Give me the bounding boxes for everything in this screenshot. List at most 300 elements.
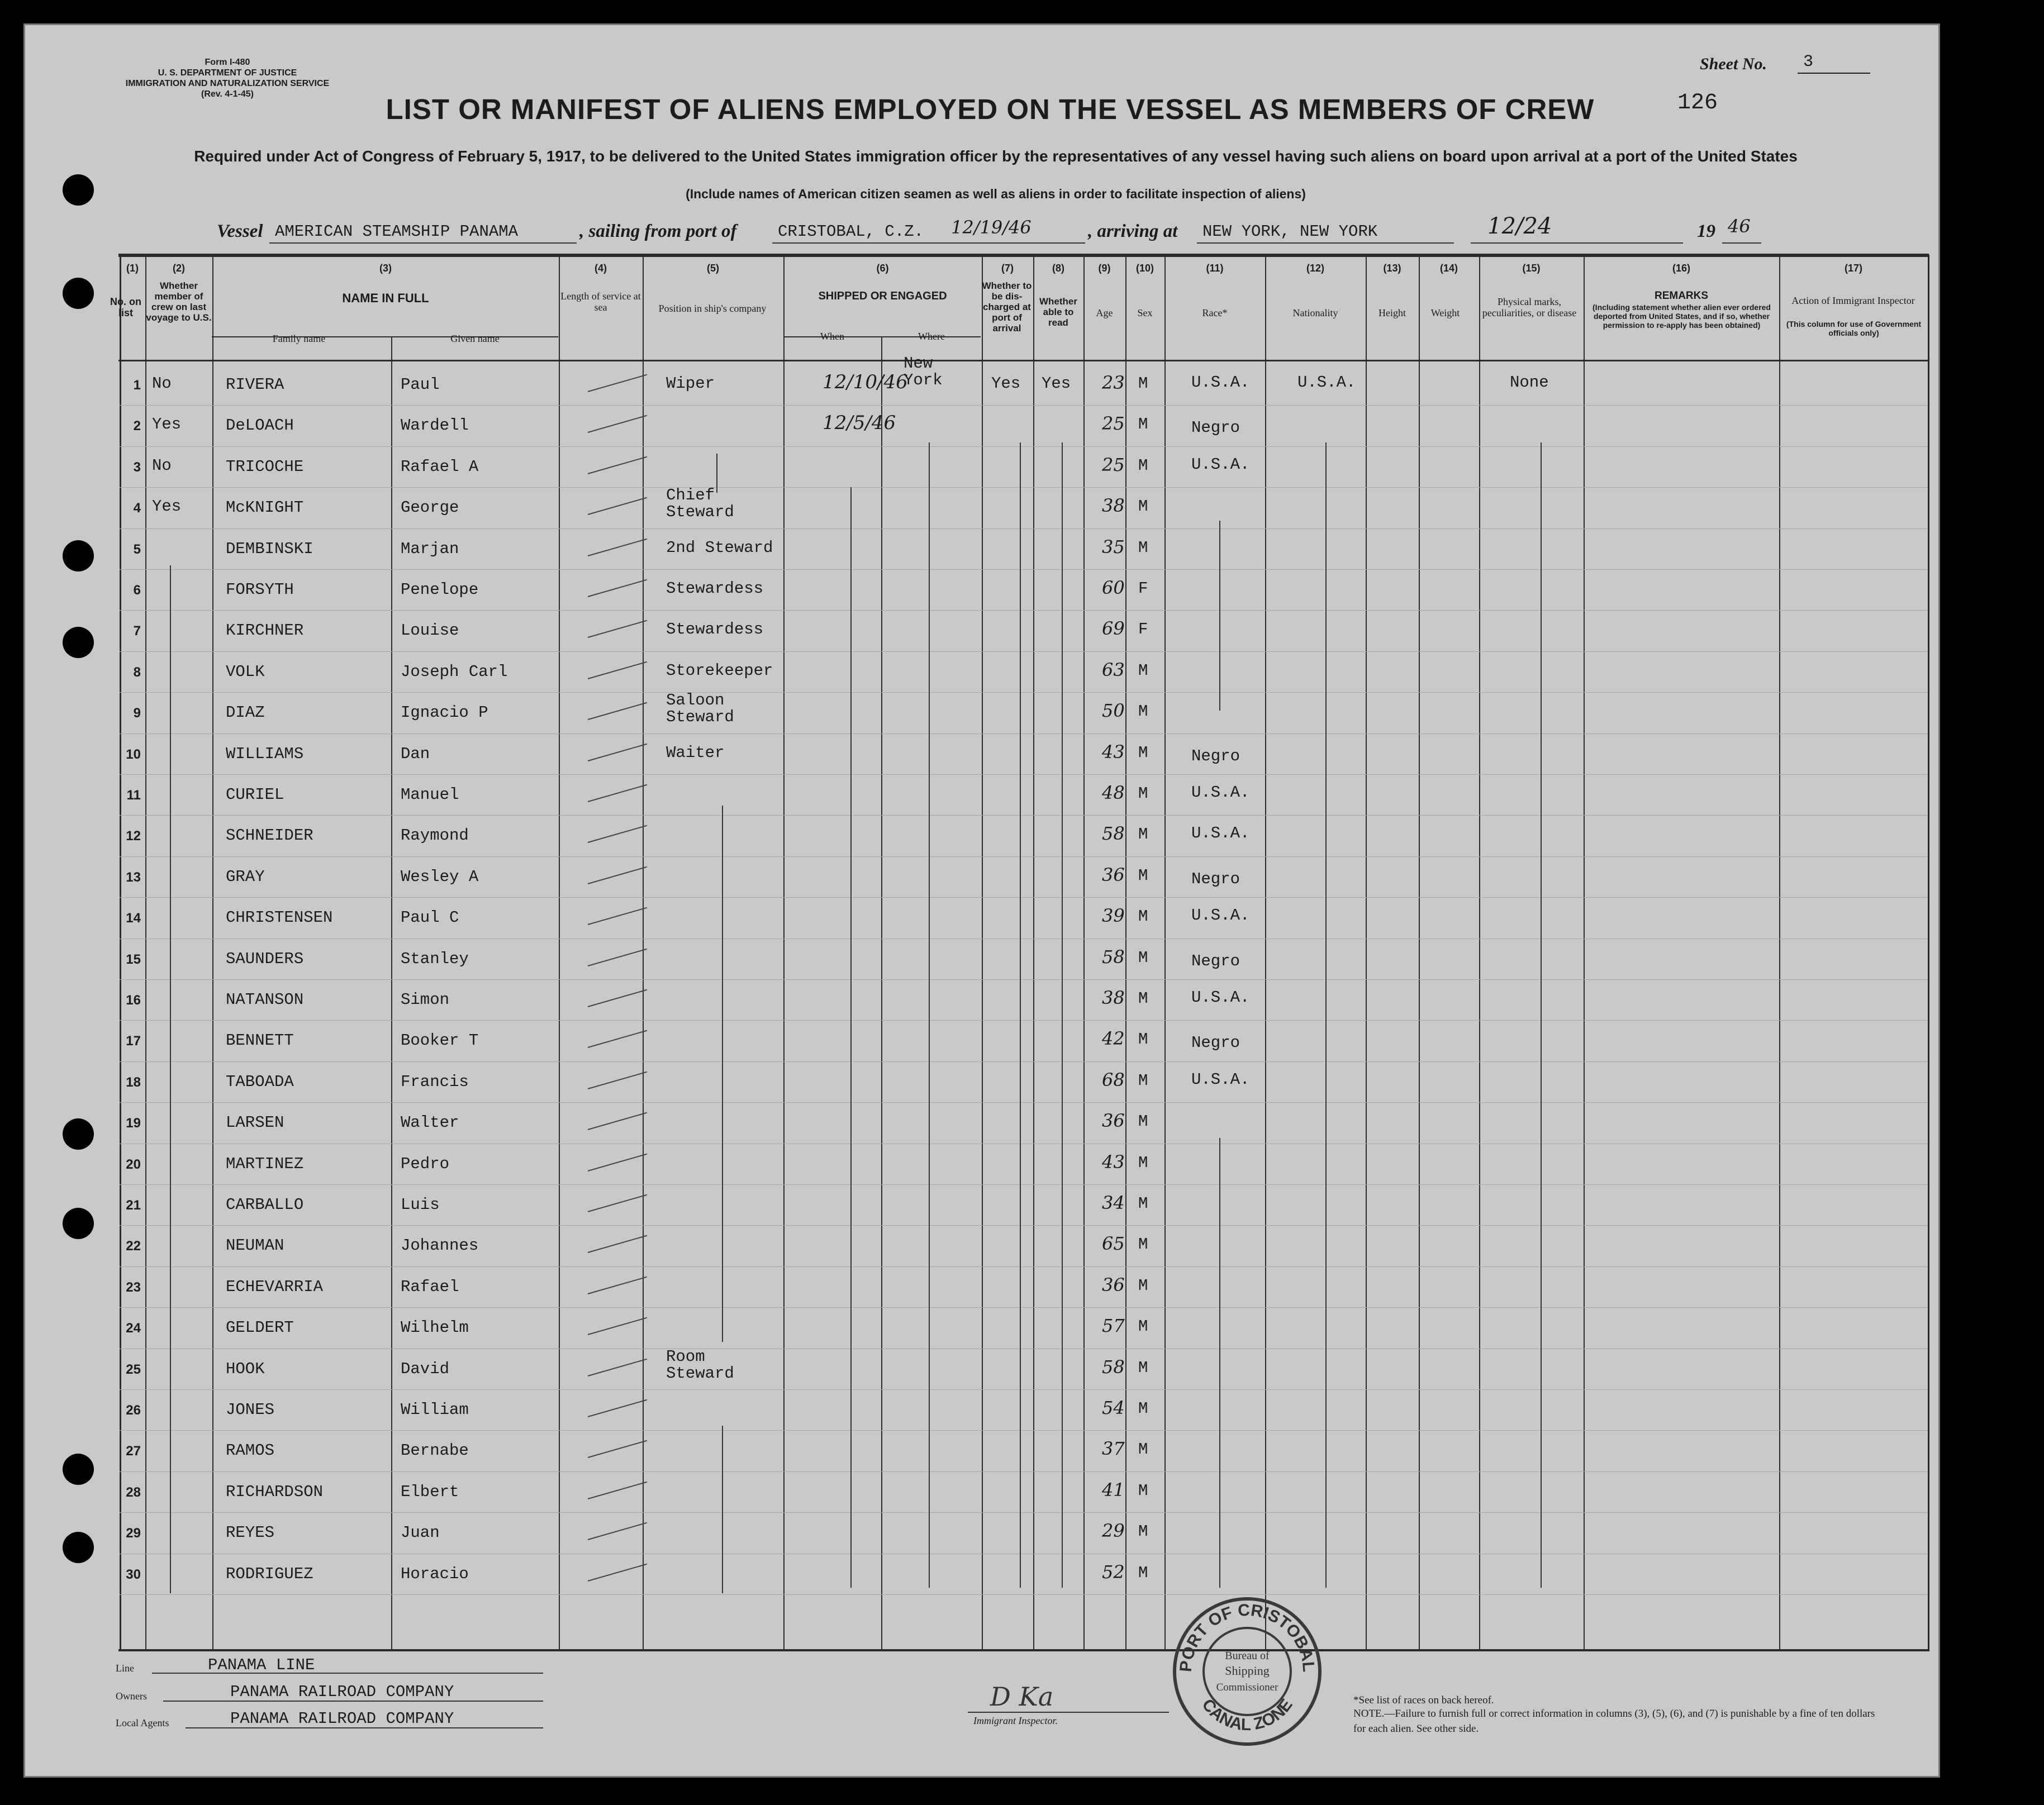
given-name: Rafael A (401, 458, 479, 476)
family-name: FORSYTH (226, 580, 294, 599)
inspector-signature: D Ka (990, 1682, 1054, 1712)
form-identifier (121, 57, 334, 99)
year-suffix: 46 (1728, 216, 1751, 237)
row-number: 18 (126, 1075, 141, 1090)
stamp-outer-top: PORT OF CRISTOBAL (1176, 1601, 1318, 1673)
age: 54 (1102, 1397, 1125, 1418)
given-name: Louise (401, 621, 459, 640)
race: Negro (1191, 870, 1240, 888)
row-rule (120, 1225, 1928, 1226)
given-name: Stanley (401, 950, 469, 968)
row-number: 1 (133, 378, 141, 393)
row-rule (120, 1512, 1928, 1513)
row-rule (120, 528, 1928, 529)
column-number: (6) (876, 263, 889, 274)
ditto-line (722, 806, 723, 1342)
sex: M (1138, 1482, 1148, 1500)
family-name: CHRISTENSEN (226, 908, 333, 927)
sex: M (1138, 1564, 1148, 1582)
last-voyage: No (152, 456, 172, 475)
ditto-line (716, 454, 717, 493)
column-rule (391, 337, 392, 1649)
binder-hole (63, 627, 94, 658)
family-name: NATANSON (226, 990, 304, 1009)
given-name: Manuel (401, 785, 459, 804)
given-name: William (401, 1401, 469, 1419)
service-ditto-mark (588, 1071, 647, 1089)
service-ditto-mark (588, 1359, 647, 1377)
table-bottom-border (118, 1649, 1929, 1651)
age: 42 (1102, 1028, 1125, 1049)
discharged: Yes (991, 374, 1021, 393)
row-rule (120, 487, 1928, 488)
footer-line-label: Line (116, 1663, 134, 1674)
header-when: When (820, 331, 844, 342)
given-name: Wesley A (401, 868, 479, 886)
column-rule (1366, 255, 1367, 1651)
age: 25 (1102, 413, 1125, 434)
stamp-inner-3: Commissioner (1216, 1682, 1278, 1693)
age: 23 (1102, 372, 1125, 393)
row-number: 14 (126, 911, 141, 926)
age: 58 (1102, 823, 1125, 844)
sex: M (1138, 374, 1148, 393)
header-last-voyage: Whether member of crew on last voyage to U.S. (146, 280, 212, 323)
given-name: Ignacio P (401, 703, 488, 722)
sex: M (1138, 1112, 1148, 1131)
header-bottom-border (118, 360, 1929, 361)
family-name: VOLK (226, 663, 265, 681)
stamp-inner-1: Bureau of (1225, 1650, 1270, 1662)
column-rule (1083, 255, 1085, 1651)
row-number: 30 (126, 1567, 141, 1582)
row-number: 19 (126, 1116, 141, 1131)
column-rule (1125, 255, 1126, 1651)
column-rule (559, 255, 560, 1651)
given-name: Juan (401, 1523, 440, 1542)
row-rule (120, 774, 1928, 775)
from-port-underline (772, 242, 1085, 244)
sex: M (1138, 1194, 1148, 1213)
service-ditto-mark (588, 1235, 647, 1253)
service-ditto-mark (588, 539, 647, 556)
physical-marks: None (1510, 373, 1549, 392)
family-name: LARSEN (226, 1113, 284, 1132)
sex: M (1138, 907, 1148, 926)
family-name: GRAY (226, 868, 265, 886)
sex: M (1138, 866, 1148, 885)
row-rule (120, 405, 1928, 406)
column-number: (11) (1206, 263, 1224, 274)
column-rule (1584, 255, 1585, 1651)
age: 63 (1102, 659, 1125, 680)
age: 36 (1102, 1110, 1125, 1131)
ditto-line (1325, 442, 1327, 1588)
races-note: *See list of races on back hereof. (1353, 1694, 1494, 1706)
header-where: Where (918, 331, 945, 342)
arrival-date: 12/24 (1487, 213, 1552, 239)
row-rule (120, 1061, 1928, 1062)
header-action-note: (This column for use of Government officials only) (1786, 320, 1922, 337)
shipped-when: 12/10/46 (823, 371, 908, 393)
service-ditto-mark (588, 1194, 647, 1212)
age: 43 (1102, 1151, 1125, 1173)
row-number: 3 (133, 460, 141, 475)
vessel-underline (269, 242, 577, 244)
header-able-read: Whether able to read (1039, 296, 1077, 328)
sex: M (1138, 825, 1148, 844)
inspector-underline (968, 1712, 1169, 1713)
row-rule (120, 446, 1928, 447)
row-rule (120, 856, 1928, 857)
family-name: TRICOCHE (226, 458, 304, 476)
sex: M (1138, 661, 1148, 680)
age: 58 (1102, 946, 1125, 968)
sex: M (1138, 784, 1148, 803)
penalty-note: NOTE.—Failure to furnish full or correct information in columns (3), (5), (6), and (7) is punishable by a fine of ten dollars for each alien. See other side. (1353, 1708, 1875, 1735)
position: Chief Steward (666, 486, 734, 521)
row-rule (120, 651, 1928, 652)
manifest-sheet (23, 23, 1940, 1778)
column-rule (783, 255, 785, 1651)
service-ditto-mark (588, 374, 647, 392)
row-number: 12 (126, 828, 141, 844)
sex: M (1138, 989, 1148, 1008)
row-rule (120, 1102, 1928, 1103)
last-voyage: No (152, 374, 172, 393)
sex: M (1138, 949, 1148, 967)
family-name: HOOK (226, 1360, 265, 1378)
service-ditto-mark (588, 620, 647, 638)
race: Negro (1191, 952, 1240, 970)
given-name: Joseph Carl (401, 663, 508, 681)
position: Saloon Steward (666, 691, 734, 726)
row-number: 29 (126, 1526, 141, 1541)
arriving-label: , arriving at (1088, 221, 1178, 241)
family-name: DIAZ (226, 703, 265, 722)
service: IMMIGRATION AND NATURALIZATION SERVICE (125, 79, 330, 88)
column-number: (2) (173, 263, 185, 274)
header-position: Position in ship's company (658, 303, 767, 314)
sex: M (1138, 1071, 1148, 1090)
family-name: RICHARDSON (226, 1483, 324, 1501)
column-number: (17) (1844, 263, 1862, 274)
arrival-underline (1471, 242, 1683, 244)
stamp-inner-2: Shipping (1225, 1664, 1270, 1678)
footer-agents-label: Local Agents (116, 1717, 169, 1728)
race: U.S.A. (1191, 906, 1250, 925)
ditto-line (1219, 1138, 1220, 1588)
sex: M (1138, 1359, 1148, 1377)
row-number: 22 (126, 1239, 141, 1254)
column-number: (14) (1439, 263, 1458, 274)
given-name: Marjan (401, 540, 459, 558)
family-name: CARBALLO (226, 1196, 304, 1214)
binder-hole (63, 1532, 94, 1563)
service-ditto-mark (588, 1030, 647, 1048)
family-name: SCHNEIDER (226, 826, 313, 845)
age: 37 (1102, 1438, 1125, 1459)
ditto-line (1062, 442, 1063, 1588)
service-ditto-mark (588, 1482, 647, 1499)
row-number: 20 (126, 1157, 141, 1172)
column-number: (3) (379, 263, 392, 274)
column-number: (12) (1306, 263, 1324, 274)
family-name: TABOADA (226, 1073, 294, 1091)
row-number: 16 (126, 993, 141, 1008)
column-rule (1419, 255, 1420, 1651)
race: U.S.A. (1191, 1070, 1250, 1089)
row-rule (120, 1430, 1928, 1431)
row-number: 27 (126, 1444, 141, 1459)
row-number: 6 (133, 583, 141, 598)
binder-hole (63, 1454, 94, 1485)
age: 36 (1102, 1274, 1125, 1296)
given-name: Horacio (401, 1565, 469, 1583)
footer-agents-value: PANAMA RAILROAD COMPANY (230, 1709, 454, 1728)
family-name: RAMOS (226, 1441, 275, 1460)
given-name: Wardell (401, 416, 469, 435)
age: 52 (1102, 1561, 1125, 1583)
row-rule (120, 1389, 1928, 1390)
sex: M (1138, 1317, 1148, 1336)
race: Negro (1191, 418, 1240, 437)
page-number: 126 (1677, 91, 1718, 116)
sex: M (1138, 1399, 1148, 1418)
revision: (Rev. 4-1-45) (201, 89, 254, 99)
given-name: Paul C (401, 908, 459, 927)
given-name: Bernabe (401, 1441, 469, 1460)
binder-hole (63, 174, 94, 206)
column-number: (15) (1522, 263, 1541, 274)
service-ditto-mark (588, 1440, 647, 1458)
service-ditto-mark (588, 456, 647, 474)
footer-line-value: PANAMA LINE (208, 1656, 315, 1674)
service-ditto-mark (588, 866, 647, 884)
ditto-line (929, 442, 930, 1588)
row-rule (120, 1594, 1928, 1595)
row-rule (120, 569, 1928, 570)
row-rule (120, 1020, 1928, 1021)
column-rule (881, 337, 882, 1649)
family-name: BENNETT (226, 1031, 294, 1050)
row-number: 28 (126, 1485, 141, 1500)
sheet-number: 3 (1803, 53, 1814, 72)
family-name: McKNIGHT (226, 498, 304, 517)
page-subnote: (Include names of American citizen seamen as well as aliens in order to facilitate inspection of aliens) (686, 187, 1306, 201)
row-rule (120, 897, 1928, 898)
stamp-outer-bottom: CANAL ZONE (1198, 1696, 1296, 1735)
race: Negro (1191, 1034, 1240, 1052)
age: 60 (1102, 577, 1125, 598)
sex: M (1138, 702, 1148, 721)
service-ditto-mark (588, 702, 647, 720)
sex: M (1138, 497, 1148, 516)
column-rule (1928, 255, 1929, 1651)
column-number: (13) (1383, 263, 1401, 274)
header-no: No. on list (110, 296, 141, 318)
service-ditto-mark (588, 579, 647, 597)
sex: M (1138, 1277, 1148, 1295)
header-race: Race* (1202, 307, 1228, 318)
header-sex: Sex (1137, 307, 1153, 318)
given-name: Johannes (401, 1236, 479, 1255)
header-remarks-note: (Including statement whether alien ever ordered deported from United States, and if so, whether permission to re-apply has been obtained) (1593, 303, 1771, 330)
column-number: (5) (707, 263, 719, 274)
row-number: 21 (126, 1198, 141, 1213)
age: 69 (1102, 618, 1125, 639)
header-given-name: Given name (450, 333, 500, 344)
row-rule (120, 1471, 1928, 1472)
age: 50 (1102, 700, 1125, 721)
from-port: CRISTOBAL, C.Z. (778, 222, 924, 241)
sex: F (1138, 620, 1148, 639)
shipped-where: New York (904, 354, 943, 389)
row-rule (120, 1184, 1928, 1185)
sheet-label: Sheet No. (1700, 55, 1767, 73)
family-name: MARTINEZ (226, 1155, 304, 1173)
service-ditto-mark (588, 1154, 647, 1171)
footer-line-underline (152, 1673, 543, 1674)
sailing-label: , sailing from port of (579, 221, 737, 241)
column-rule (1779, 255, 1780, 1651)
service-ditto-mark (588, 415, 647, 433)
sex: M (1138, 415, 1148, 434)
footer-agents-underline (186, 1727, 543, 1728)
column-number: (9) (1098, 263, 1111, 274)
ditto-line (170, 565, 171, 1593)
sex: M (1138, 456, 1148, 475)
ditto-line (850, 487, 852, 1588)
service-ditto-mark (588, 1112, 647, 1130)
binder-hole (63, 1208, 94, 1239)
row-number: 8 (133, 665, 141, 680)
column-number: (8) (1052, 263, 1064, 274)
race: U.S.A. (1191, 824, 1250, 842)
column-rule (212, 255, 213, 1651)
header-family-name: Family name (272, 333, 326, 344)
arriving-underline (1197, 242, 1454, 244)
year-prefix: 19 (1697, 221, 1715, 241)
last-voyage: Yes (152, 497, 182, 516)
family-name: WILLIAMS (226, 745, 304, 763)
service-ditto-mark (588, 1399, 647, 1417)
position: Waiter (666, 744, 725, 762)
row-rule (120, 610, 1928, 611)
family-name: CURIEL (226, 785, 284, 804)
header-remarks: REMARKS (1654, 290, 1709, 302)
sheet-underline (1798, 73, 1870, 74)
given-name: Luis (401, 1196, 440, 1214)
row-number: 17 (126, 1034, 141, 1049)
row-rule (120, 979, 1928, 980)
shipped-when: 12/5/46 (823, 412, 896, 434)
race: U.S.A. (1191, 988, 1250, 1007)
header-name: NAME IN FULL (342, 291, 429, 305)
able-to-read: Yes (1042, 374, 1071, 393)
family-name: REYES (226, 1523, 275, 1542)
given-name: Wilhelm (401, 1318, 469, 1337)
service-ditto-mark (588, 949, 647, 966)
given-name: George (401, 498, 459, 517)
service-ditto-mark (588, 1277, 647, 1294)
sex: M (1138, 1440, 1148, 1459)
service-ditto-mark (588, 907, 647, 925)
sex: M (1138, 539, 1148, 557)
year-underline (1722, 242, 1761, 244)
sail-date: 12/19/46 (951, 217, 1031, 238)
page-title: LIST OR MANIFEST OF ALIENS EMPLOYED ON THE VESSEL AS MEMBERS OF CREW (386, 93, 1595, 125)
port-of-cristobal-stamp (1169, 1593, 1325, 1750)
binder-hole (63, 540, 94, 571)
header-shipped: SHIPPED OR ENGAGED (818, 290, 947, 302)
row-number: 26 (126, 1403, 141, 1418)
row-rule (120, 1266, 1928, 1267)
table-top-border-inner (118, 256, 1929, 257)
given-name: Paul (401, 375, 440, 394)
family-name: NEUMAN (226, 1236, 284, 1255)
ditto-line (1020, 442, 1021, 1588)
position: 2nd Steward (666, 539, 773, 557)
column-rule (1265, 255, 1266, 1651)
family-name: JONES (226, 1401, 275, 1419)
given-name: David (401, 1360, 450, 1378)
row-number: 2 (133, 418, 141, 434)
family-name: RODRIGUEZ (226, 1565, 313, 1583)
given-name: Raymond (401, 826, 469, 845)
age: 25 (1102, 454, 1125, 475)
age: 38 (1102, 495, 1125, 516)
age: 68 (1102, 1069, 1125, 1090)
service-ditto-mark (588, 661, 647, 679)
age: 48 (1102, 782, 1125, 803)
given-name: Pedro (401, 1155, 450, 1173)
sex: M (1138, 1030, 1148, 1049)
race: U.S.A. (1191, 783, 1250, 802)
row-number: 4 (133, 501, 141, 516)
header-age: Age (1096, 307, 1113, 318)
arriving-port: NEW YORK, NEW YORK (1202, 222, 1378, 241)
sex: M (1138, 1522, 1148, 1541)
sex: M (1138, 1235, 1148, 1254)
column-rule (1033, 255, 1034, 1651)
row-rule (120, 1307, 1928, 1308)
given-name: Walter (401, 1113, 459, 1132)
footer-owners-underline (163, 1701, 543, 1702)
sex: M (1138, 744, 1148, 762)
header-weight: Weight (1430, 307, 1460, 318)
last-voyage: Yes (152, 415, 182, 434)
age: 38 (1102, 987, 1125, 1008)
header-nationality: Nationality (1292, 307, 1338, 318)
row-rule (120, 692, 1928, 693)
page-subtitle: Required under Act of Congress of February 5, 1917, to be delivered to the United States immigration officer by the representatives of any vessel having such aliens on board upon arrival at a port of the United States (194, 147, 1798, 165)
row-number: 13 (126, 870, 141, 885)
given-name: Dan (401, 745, 430, 763)
row-number: 23 (126, 1280, 141, 1295)
column-rule (145, 255, 146, 1651)
age: 41 (1102, 1479, 1125, 1501)
family-name: SAUNDERS (226, 950, 304, 968)
row-rule (120, 815, 1928, 816)
ditto-line (722, 1426, 723, 1593)
service-ditto-mark (588, 497, 647, 515)
service-ditto-mark (588, 1317, 647, 1335)
service-ditto-mark (588, 784, 647, 802)
given-name: Simon (401, 990, 450, 1009)
binder-hole (63, 278, 94, 309)
family-name: GELDERT (226, 1318, 294, 1337)
